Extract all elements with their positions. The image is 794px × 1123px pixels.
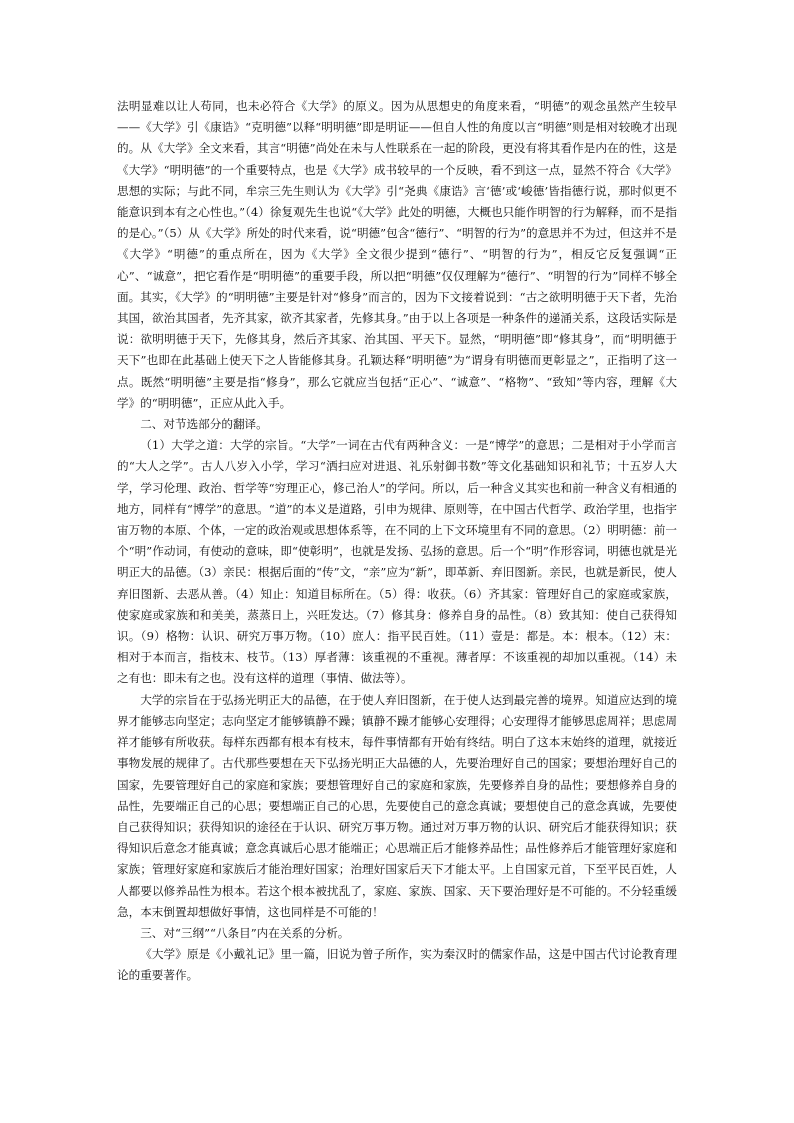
paragraph-translation: 大学的宗旨在于弘扬光明正大的品德，在于使人弃旧图新，在于使人达到最完善的境界。知道应达到的境界才能够志向坚定；志向坚定才能够镇静不躁；镇静不躁才能够心安理得；心安理得才能够思虑周祥；思虑周祥才能够有所收获。每样东西都有根本有枝末，每件事情都有开始有终结。明白了这本末始终的道理，就接近事物发展的规律了。古代那些要想在天下弘扬光明正大品德的人，先要治理好自己的国家；要想治理好自己的国家，先要管理好自己的家庭和家族；要想管理好自己的家庭和家族，先要修养自身的品性；要想修养自身的品性，先要端正自己的心思；要想端正自己的心思，先要使自己的意念真诚；要想使自己的意念真诚，先要使自己获得知识；获得知识的途径在于认识、研究万事万物。通过对万事万物的认识、研究后才能获得知识；获得知识后意念才能真诚；意念真诚后心思才能端正；心思端正后才能修养品性；品性修养后才能管理好家庭和家族；管理好家庭和家族后才能治理好国家；治理好国家后天下才能太平。上自国家元首，下至平民百姓，人人都要以修养品性为根本。若这个根本被扰乱了，家庭、家族、国家、天下要治理好是不可能的。不分轻重缓急，本末倒置却想做好事情，这也同样是不可能的！ (117, 692, 677, 919)
paragraph-closing: 《大学》原是《小戴礼记》里一篇，旧说为曾子所作，实为秦汉时的儒家作品，这是中国古代讨论教育理论的重要著作。 (117, 947, 677, 983)
document-page (117, 96, 677, 987)
section-heading-translation: 二、对节选部分的翻译。 (140, 417, 268, 432)
section-heading-analysis: 三、对“三纲”“八条目”内在关系的分析。 (140, 925, 350, 940)
paragraph-annotations: （1）大学之道：大学的宗旨。“大学”一词在古代有两种含义：一是“博学”的意思；二是相对于小学而言的“大人之学”。古人八岁入小学，学习“洒扫应对进退、礼乐射御书数”等文化基础知识和礼节；十五岁人大学，学习伦理、政治、哲学等“穷理正心，修己治人”的学问。所以，后一种含义其实也和前一种含义有相通的地方，同样有“博学”的意思。“道”的本义是道路，引申为规律、原则等，在中国古代哲学、政治学里，也指宇宙万物的本原、个体，一定的政治观或思想体系等，在不同的上下文环境里有不同的意思。（2）明明德：前一个“明”作动词，有使动的意味，即“使彰明”，也就是发扬、弘扬的意思。后一个“明”作形容词，明德也就是光明正大的品德。（3）亲民：根据后面的“传”文，“亲”应为“新”，即革新、弃旧图新。亲民，也就是新民，使人弃旧图新、去恶从善。（4）知止：知道目标所在。（5）得：收获。（6）齐其家：管理好自己的家庭或家族，使家庭或家族和和美美，蒸蒸日上，兴旺发达。（7）修其身：修养自身的品性。（8）致其知：使自己获得知识。（9）格物：认识、研究万事万物。（10）庶人：指平民百姓。（11）壹是：都是。本：根本。（12）末：相对于本而言，指枝末、枝节。（13）厚者薄：该重视的不重视。薄者厚：不该重视的却加以重视。（14）未之有也：即未有之也。没有这样的道理（事情、做法等）。 (117, 438, 677, 686)
paragraph-intro: 法明显难以让人苟同，也未必符合《大学》的原义。因为从思想史的角度来看，“明德”的观念虽然产生较早——《大学》引《康诰》“克明德”以释“明明德”即是明证——但自人性的角度以言“明德”则是相对较晚才出现的。从《大学》全文来看，其言“明德”尚处在未与人性联系在一起的阶段，更没有将其看作是内在的性，这是《大学》“明明德”的一个重要特点，也是《大学》成书较早的一个反映，看不到这一点，显然不符合《大学》思想的实际；与此不同，牟宗三先生则认为《大学》引“尧典《康诰》言‘德’或‘峻德’皆指德行说，那时似更不能意识到本有之心性也。”（4）徐复观先生也说“《大学》此处的明德，大概也只能作明智的行为解释，而不是指的是心。”（5）从《大学》所处的时代来看，说“明德”包含“德行”、“明智的行为”的意思并不为过，但这并不是《大学》“明德”的重点所在，因为《大学》全文很少提到“德行”、“明智的行为”，相反它反复强调“正心”、“诚意”，把它看作是“明明德”的重要手段，所以把“明德”仅仅理解为“德行”、“明智的行为”同样不够全面。其实，《大学》的“明明德”主要是针对“修身”而言的，因为下文接着说到：“古之欲明明德于天下者，先治其国，欲治其国者，先齐其家，欲齐其家者，先修其身。”由于以上各项是一种条件的递涌关系，这段话实际是说：欲明明德于天下，先修其身，然后齐其家、治其国、平天下。显然，“明明德”即“修其身”，而“明明德于天下”也即在此基础上使天下之人皆能修其身。孔颖达释“明明德”为“谓身有明德而更彰显之”，正指明了这一点。既然“明明德”主要是指“修身”，那么它就应当包括“正心”、“诚意”、“格物”、“致知”等内容，理解《大学》的“明明德”，正应从此入手。 (117, 99, 677, 410)
